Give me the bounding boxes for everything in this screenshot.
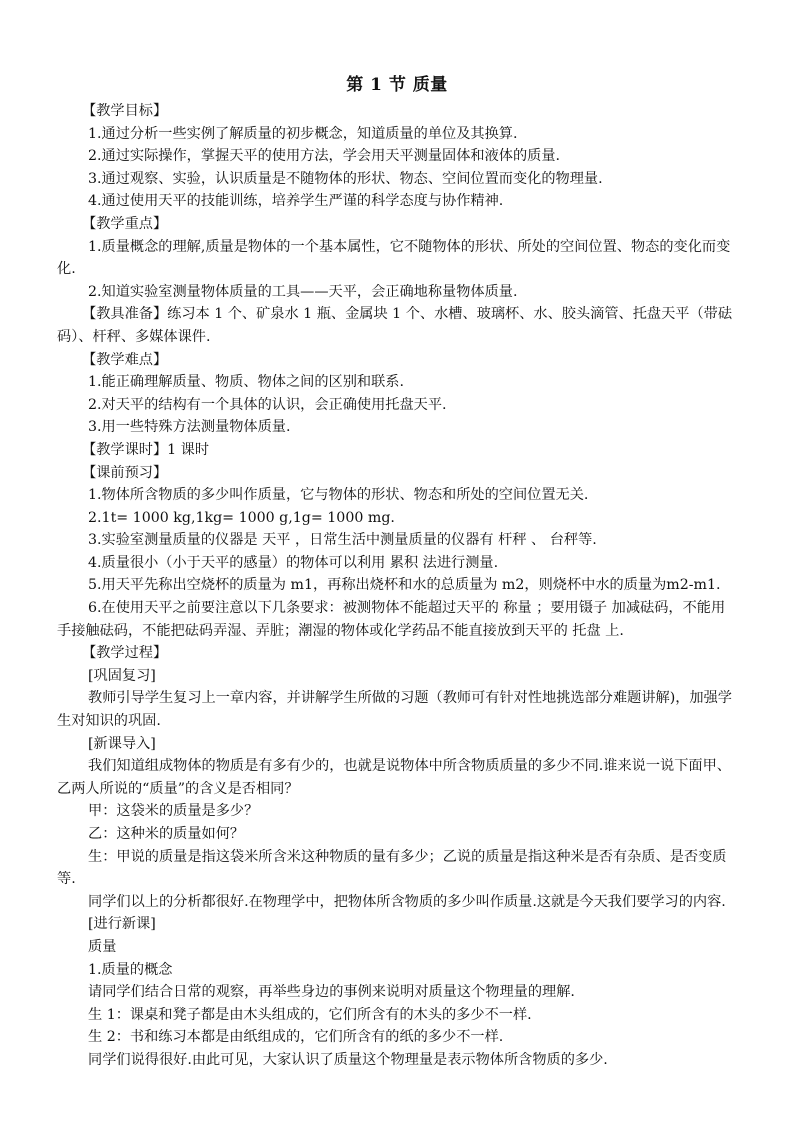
paragraph: 1.物体所含物质的多少叫作质量，它与物体的形状、物态和所处的空间位置无关. <box>88 487 589 504</box>
paragraph: 乙：这种米的质量如何？ <box>88 826 245 842</box>
paragraph: 1.能正确理解质量、物质、物体之间的区别和联系. <box>88 374 404 391</box>
page-title: 第 1 节 质量 <box>346 75 448 95</box>
paragraph: 【教学课时】1 课时 <box>82 441 210 458</box>
paragraph: [新课导入] <box>88 735 156 752</box>
paragraph: 同学们说得很好.由此可见，大家认识了质量这个物理量是表示物体所含物质的多少. <box>88 1051 608 1068</box>
paragraph: 甲：这袋米的质量是多少？ <box>88 803 259 820</box>
paragraph: 我们知道组成物体的物质是有多有少的，也就是说物体中所含物质质量的多少不同.谁来说一说下面甲、乙两人所说的“质量”的含义是否相同？ <box>57 758 731 797</box>
paragraph: 同学们以上的分析都很好.在物理学中，把物体所含物质的多少叫作质量.这就是今天我们要学习的内容. <box>88 893 726 910</box>
paragraph: 3.通过观察、实验，认识质量是不随物体的形状、物态、空间位置而变化的物理量. <box>88 170 603 187</box>
paragraph: 生：甲说的质量是指这袋米所含米这种物质的量有多少；乙说的质量是指这种米是否有杂质、是否变质等. <box>57 848 727 888</box>
paragraph: 3.用一些特殊方法测量物体质量. <box>88 419 291 436</box>
paragraph: 质量 <box>88 938 117 955</box>
paragraph: 生 2：书和练习本都是由纸组成的，它们所含有的纸的多少不一样. <box>88 1029 504 1046</box>
paragraph: 2.通过实际操作，掌握天平的使用方法，学会用天平测量固体和液体的质量. <box>88 148 561 165</box>
paragraph: 2.对天平的结构有一个具体的认识，会正确使用托盘天平. <box>88 396 447 413</box>
paragraph: 2.1t= 1000 kg,1kg= 1000 g,1g= 1000 mg. <box>88 509 395 526</box>
paragraph: 4.通过使用天平的技能训练，培养学生严谨的科学态度与协作精神. <box>88 193 504 210</box>
paragraph: [进行新课] <box>88 916 156 933</box>
paragraph: 1.质量的概念 <box>88 961 173 978</box>
paragraph: 【教学目标】 <box>82 103 168 119</box>
paragraph: 1.通过分析一些实例了解质量的初步概念，知道质量的单位及其换算. <box>88 125 518 142</box>
paragraph: 【教具准备】练习本 1 个、矿泉水 1 瓶、金属块 1 个、水槽、玻璃杯、水、胶头滴管、托盘天平（带砝码）、杆秤、多媒体课件. <box>57 306 733 345</box>
paragraph: 【教学难点】 <box>82 351 168 368</box>
paragraph: 1.质量概念的理解,质量是物体的一个基本属性，它不随物体的形状、所处的空间位置、物态的变化而变化. <box>57 238 731 278</box>
paragraph: 生 1：课桌和凳子都是由木头组成的，它们所含有的木头的多少不一样. <box>88 1006 532 1023</box>
paragraph: 【课前预习】 <box>82 464 168 481</box>
paragraph: 【教学重点】 <box>82 215 168 232</box>
document-body <box>57 100 737 1072</box>
paragraph: 【教学过程】 <box>82 645 168 662</box>
paragraph: 教师引导学生复习上一章内容，并讲解学生所做的习题（教师可有针对性地挑选部分难题讲解)，加强学生对知识的巩固. <box>57 690 732 730</box>
paragraph: 6.在使用天平之前要注意以下几条要求：被测物体不能超过天平的 称量 ；要用镊子 加减砝码，不能用手接触砝码，不能把砝码弄湿、弄脏；潮湿的物体或化学药品不能直接放到天平的 托盘 上. <box>57 600 726 639</box>
paragraph: 4.质量很小（小于天平的感量）的物体可以利用 累积 法进行测量. <box>88 554 499 571</box>
paragraph: [巩固复习] <box>88 667 156 684</box>
paragraph: 3.实验室测量质量的仪器是 天平 ，日常生活中测量质量的仪器有 杆秤 、 台秤等. <box>88 532 597 549</box>
paragraph: 请同学们结合日常的观察，再举些身边的事例来说明对质量这个物理量的理解. <box>88 984 575 1001</box>
paragraph: 2.知道实验室测量物体质量的工具——天平，会正确地称量物体质量. <box>88 283 518 300</box>
paragraph: 5.用天平先称出空烧杯的质量为 m1，再称出烧杯和水的总质量为 m2，则烧杯中水的质量为m2-m1. <box>88 577 721 594</box>
